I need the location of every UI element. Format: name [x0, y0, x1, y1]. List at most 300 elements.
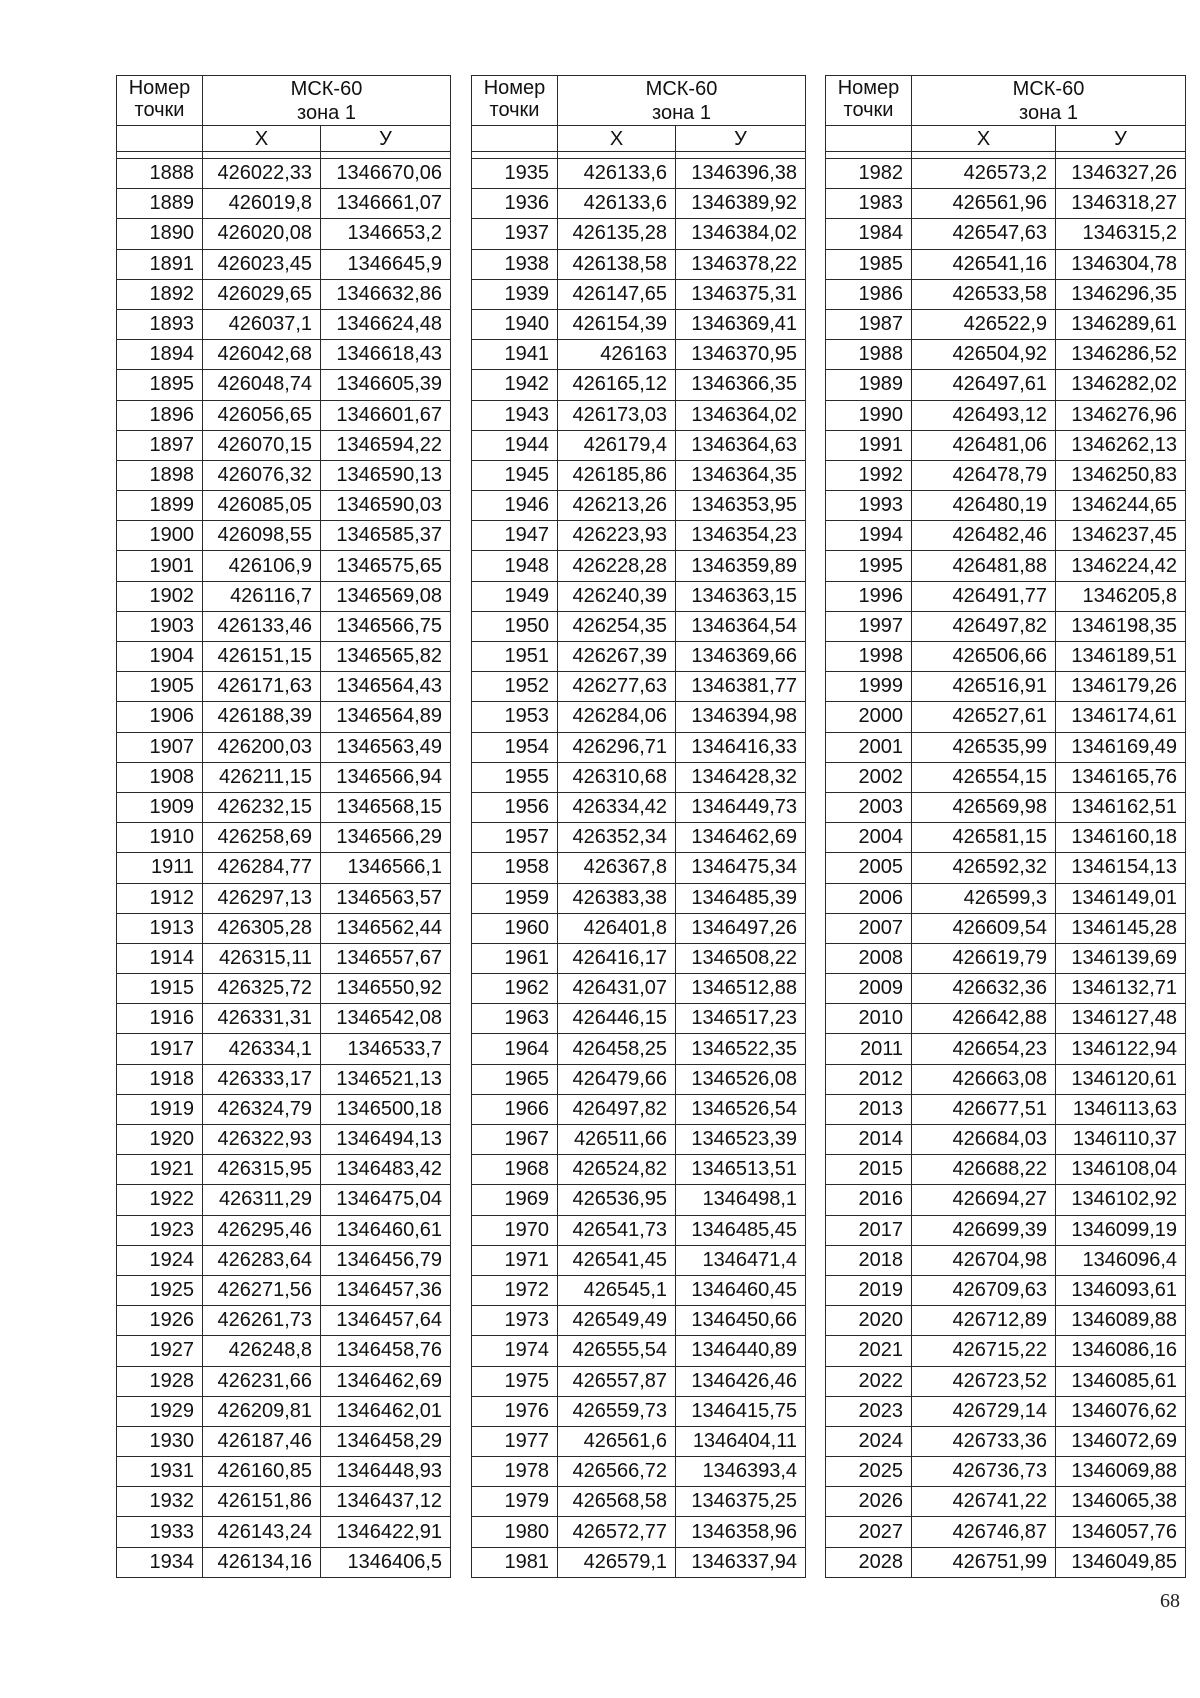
y-coordinate-cell: 1346562,44	[321, 913, 451, 943]
y-coordinate-cell: 1346522,35	[676, 1034, 806, 1064]
point-number-cell: 1982	[826, 159, 912, 189]
x-coordinate-cell: 426296,71	[558, 732, 676, 762]
x-coordinate-cell: 426022,33	[203, 159, 321, 189]
point-number-cell: 2005	[826, 853, 912, 883]
x-coordinate-cell: 426599,3	[912, 883, 1056, 913]
point-number-cell: 1912	[117, 883, 203, 913]
point-number-cell: 1940	[472, 309, 558, 339]
x-coordinate-cell: 426163	[558, 340, 676, 370]
coordinate-system-header: МСК-60	[203, 76, 451, 102]
point-number-cell: 1914	[117, 943, 203, 973]
x-coordinate-cell: 426458,25	[558, 1034, 676, 1064]
y-coordinate-cell: 1346517,23	[676, 1004, 806, 1034]
table-row	[117, 159, 451, 189]
point-number-cell: 1906	[117, 702, 203, 732]
x-coordinate-cell: 426416,17	[558, 943, 676, 973]
table-row	[826, 943, 1186, 973]
table-row	[117, 1155, 451, 1185]
table-row	[117, 1426, 451, 1456]
y-coordinate-cell: 1346457,64	[321, 1306, 451, 1336]
y-coordinate-cell: 1346563,49	[321, 732, 451, 762]
y-coordinate-cell: 1346594,22	[321, 430, 451, 460]
x-column-header: Х	[912, 126, 1056, 152]
x-coordinate-cell: 426554,15	[912, 762, 1056, 792]
table-row	[117, 1487, 451, 1517]
table-row	[472, 279, 806, 309]
y-coordinate-cell: 1346189,51	[1056, 642, 1186, 672]
table-row	[826, 762, 1186, 792]
y-coordinate-cell: 1346406,5	[321, 1547, 451, 1577]
y-coordinate-cell: 1346460,45	[676, 1275, 806, 1305]
point-number-cell: 1991	[826, 430, 912, 460]
point-number-cell: 2003	[826, 792, 912, 822]
point-number-cell: 1901	[117, 551, 203, 581]
point-number-cell: 2009	[826, 974, 912, 1004]
point-number-cell: 1900	[117, 521, 203, 551]
table-row	[117, 1125, 451, 1155]
point-number-cell: 1962	[472, 974, 558, 1004]
zone-header: зона 1	[558, 101, 806, 126]
x-coordinate-cell: 426592,32	[912, 853, 1056, 883]
point-number-cell: 1966	[472, 1094, 558, 1124]
table-row	[826, 1396, 1186, 1426]
y-coordinate-cell: 1346162,51	[1056, 792, 1186, 822]
table-row	[472, 1094, 806, 1124]
x-coordinate-cell: 426135,28	[558, 219, 676, 249]
x-coordinate-cell: 426566,72	[558, 1457, 676, 1487]
y-coordinate-cell: 1346485,45	[676, 1215, 806, 1245]
table-row	[472, 1034, 806, 1064]
table-row	[826, 159, 1186, 189]
point-number-cell: 1907	[117, 732, 203, 762]
x-coordinate-cell: 426240,39	[558, 581, 676, 611]
point-number-cell: 1927	[117, 1336, 203, 1366]
y-coordinate-cell: 1346093,61	[1056, 1275, 1186, 1305]
y-coordinate-cell: 1346369,41	[676, 309, 806, 339]
y-coordinate-cell: 1346364,54	[676, 611, 806, 641]
y-coordinate-cell: 1346276,96	[1056, 400, 1186, 430]
x-coordinate-cell: 426185,86	[558, 460, 676, 490]
y-coordinate-cell: 1346450,66	[676, 1306, 806, 1336]
x-coordinate-cell: 426541,45	[558, 1245, 676, 1275]
x-coordinate-cell: 426147,65	[558, 279, 676, 309]
x-coordinate-cell: 426504,92	[912, 340, 1056, 370]
table-row	[117, 762, 451, 792]
y-coordinate-cell: 1346485,39	[676, 883, 806, 913]
y-coordinate-cell: 1346462,01	[321, 1396, 451, 1426]
y-coordinate-cell: 1346457,36	[321, 1275, 451, 1305]
x-coordinate-cell: 426223,93	[558, 521, 676, 551]
point-number-cell: 1961	[472, 943, 558, 973]
point-number-cell: 1968	[472, 1155, 558, 1185]
y-coordinate-cell: 1346364,35	[676, 460, 806, 490]
x-coordinate-cell: 426042,68	[203, 340, 321, 370]
x-coordinate-cell: 426085,05	[203, 491, 321, 521]
y-coordinate-cell: 1346244,65	[1056, 491, 1186, 521]
y-coordinate-cell: 1346566,1	[321, 853, 451, 883]
y-coordinate-cell: 1346494,13	[321, 1125, 451, 1155]
point-number-cell: 1956	[472, 792, 558, 822]
table-row	[117, 611, 451, 641]
point-number-cell: 2012	[826, 1064, 912, 1094]
table-row	[117, 581, 451, 611]
table-row	[826, 1064, 1186, 1094]
x-coordinate-cell: 426138,58	[558, 249, 676, 279]
y-coordinate-cell: 1346049,85	[1056, 1547, 1186, 1577]
table-row	[826, 521, 1186, 551]
table-row	[826, 672, 1186, 702]
point-number-cell: 1903	[117, 611, 203, 641]
x-coordinate-cell: 426151,15	[203, 642, 321, 672]
table-row	[117, 551, 451, 581]
y-coordinate-cell: 1346564,89	[321, 702, 451, 732]
point-number-cell: 1890	[117, 219, 203, 249]
x-coordinate-cell: 426446,15	[558, 1004, 676, 1034]
table-row	[117, 732, 451, 762]
table-row	[472, 1245, 806, 1275]
x-coordinate-cell: 426324,79	[203, 1094, 321, 1124]
x-coordinate-cell: 426557,87	[558, 1366, 676, 1396]
x-coordinate-cell: 426173,03	[558, 400, 676, 430]
point-number-cell: 2016	[826, 1185, 912, 1215]
x-coordinate-cell: 426254,35	[558, 611, 676, 641]
table-row	[472, 1336, 806, 1366]
table-row	[472, 1366, 806, 1396]
point-number-cell: 1986	[826, 279, 912, 309]
point-number-cell: 1983	[826, 189, 912, 219]
x-coordinate-cell: 426568,58	[558, 1487, 676, 1517]
y-coordinate-cell: 1346416,33	[676, 732, 806, 762]
x-coordinate-cell: 426545,1	[558, 1275, 676, 1305]
x-coordinate-cell: 426609,54	[912, 913, 1056, 943]
point-number-cell: 1929	[117, 1396, 203, 1426]
point-number-cell: 1928	[117, 1366, 203, 1396]
point-number-cell: 1896	[117, 400, 203, 430]
x-coordinate-cell: 426527,61	[912, 702, 1056, 732]
table-row	[472, 491, 806, 521]
table-row	[826, 1306, 1186, 1336]
y-coordinate-cell: 1346645,9	[321, 249, 451, 279]
x-coordinate-cell: 426481,06	[912, 430, 1056, 460]
x-coordinate-cell: 426133,6	[558, 189, 676, 219]
x-coordinate-cell: 426549,49	[558, 1306, 676, 1336]
point-number-cell: 1939	[472, 279, 558, 309]
table-row	[117, 370, 451, 400]
table-row	[826, 1517, 1186, 1547]
x-coordinate-cell: 426516,91	[912, 672, 1056, 702]
zone-header: зона 1	[912, 101, 1186, 126]
x-coordinate-cell: 426712,89	[912, 1306, 1056, 1336]
x-coordinate-cell: 426401,8	[558, 913, 676, 943]
table-row	[472, 1275, 806, 1305]
y-coordinate-cell: 1346289,61	[1056, 309, 1186, 339]
x-coordinate-cell: 426143,24	[203, 1517, 321, 1547]
x-coordinate-cell: 426497,61	[912, 370, 1056, 400]
x-coordinate-cell: 426497,82	[558, 1094, 676, 1124]
y-coordinate-cell: 1346575,65	[321, 551, 451, 581]
point-number-cell: 1988	[826, 340, 912, 370]
x-coordinate-cell: 426023,45	[203, 249, 321, 279]
point-number-cell: 1908	[117, 762, 203, 792]
x-coordinate-cell: 426284,77	[203, 853, 321, 883]
y-coordinate-cell: 1346440,89	[676, 1336, 806, 1366]
table-row	[117, 1366, 451, 1396]
table-row	[826, 1487, 1186, 1517]
coordinate-system-header: МСК-60	[558, 76, 806, 102]
y-coordinate-cell: 1346165,76	[1056, 762, 1186, 792]
point-number-cell: 1971	[472, 1245, 558, 1275]
y-coordinate-cell: 1346113,63	[1056, 1094, 1186, 1124]
point-number-cell: 1943	[472, 400, 558, 430]
x-coordinate-cell: 426497,82	[912, 611, 1056, 641]
point-number-cell: 1989	[826, 370, 912, 400]
table-row	[117, 1517, 451, 1547]
point-number-cell: 2007	[826, 913, 912, 943]
y-coordinate-cell: 1346364,02	[676, 400, 806, 430]
point-number-cell: 2008	[826, 943, 912, 973]
table-row	[826, 1366, 1186, 1396]
table-row	[117, 853, 451, 883]
table-row	[472, 400, 806, 430]
y-coordinate-cell: 1346237,45	[1056, 521, 1186, 551]
blank-header-cell	[117, 126, 203, 152]
y-coordinate-cell: 1346533,7	[321, 1034, 451, 1064]
table-row	[117, 672, 451, 702]
x-coordinate-cell: 426310,68	[558, 762, 676, 792]
table-row	[472, 1517, 806, 1547]
table-row	[472, 732, 806, 762]
y-coordinate-cell: 1346224,42	[1056, 551, 1186, 581]
table-row	[117, 1004, 451, 1034]
table-row	[472, 1547, 806, 1577]
table-row	[472, 1064, 806, 1094]
point-number-cell: 2014	[826, 1125, 912, 1155]
y-coordinate-cell: 1346462,69	[676, 823, 806, 853]
point-number-cell: 1954	[472, 732, 558, 762]
point-number-header: Номер точки	[117, 76, 203, 126]
table-row	[472, 611, 806, 641]
table-row	[117, 249, 451, 279]
point-number-cell: 2026	[826, 1487, 912, 1517]
point-number-cell: 1993	[826, 491, 912, 521]
table-row	[117, 1547, 451, 1577]
point-number-cell: 2017	[826, 1215, 912, 1245]
point-number-cell: 2011	[826, 1034, 912, 1064]
coordinate-system-header: МСК-60	[912, 76, 1186, 102]
y-coordinate-cell: 1346110,37	[1056, 1125, 1186, 1155]
x-coordinate-cell: 426333,17	[203, 1064, 321, 1094]
x-coordinate-cell: 426271,56	[203, 1275, 321, 1305]
x-coordinate-cell: 426555,54	[558, 1336, 676, 1366]
table-row	[472, 642, 806, 672]
y-coordinate-cell: 1346366,35	[676, 370, 806, 400]
y-coordinate-cell: 1346127,48	[1056, 1004, 1186, 1034]
x-coordinate-cell: 426491,77	[912, 581, 1056, 611]
table-row	[826, 1155, 1186, 1185]
table-row	[117, 1396, 451, 1426]
y-coordinate-cell: 1346102,92	[1056, 1185, 1186, 1215]
point-number-cell: 1952	[472, 672, 558, 702]
y-coordinate-cell: 1346624,48	[321, 309, 451, 339]
point-number-cell: 1984	[826, 219, 912, 249]
point-number-cell: 2015	[826, 1155, 912, 1185]
y-coordinate-cell: 1346145,28	[1056, 913, 1186, 943]
x-coordinate-cell: 426188,39	[203, 702, 321, 732]
point-number-cell: 1935	[472, 159, 558, 189]
x-coordinate-cell: 426151,86	[203, 1487, 321, 1517]
point-number-cell: 1977	[472, 1426, 558, 1456]
table-row	[472, 249, 806, 279]
x-coordinate-cell: 426533,58	[912, 279, 1056, 309]
point-number-cell: 1917	[117, 1034, 203, 1064]
coordinates-table-2	[471, 75, 806, 1578]
x-coordinate-cell: 426098,55	[203, 521, 321, 551]
x-coordinate-cell: 426325,72	[203, 974, 321, 1004]
table-row	[826, 491, 1186, 521]
table-row	[472, 1004, 806, 1034]
y-coordinate-cell: 1346057,76	[1056, 1517, 1186, 1547]
x-coordinate-cell: 426581,15	[912, 823, 1056, 853]
point-number-cell: 1999	[826, 672, 912, 702]
table-row	[117, 943, 451, 973]
blank-header-cell	[826, 126, 912, 152]
x-coordinate-cell: 426228,28	[558, 551, 676, 581]
x-coordinate-cell: 426572,77	[558, 1517, 676, 1547]
point-number-cell: 1931	[117, 1457, 203, 1487]
x-coordinate-cell: 426541,16	[912, 249, 1056, 279]
point-number-cell: 1904	[117, 642, 203, 672]
point-number-cell: 1919	[117, 1094, 203, 1124]
point-number-cell: 1923	[117, 1215, 203, 1245]
table-row	[826, 974, 1186, 1004]
y-coordinate-cell: 1346458,29	[321, 1426, 451, 1456]
y-coordinate-cell: 1346072,69	[1056, 1426, 1186, 1456]
x-coordinate-cell: 426213,26	[558, 491, 676, 521]
y-coordinate-cell: 1346404,11	[676, 1426, 806, 1456]
x-coordinate-cell: 426187,46	[203, 1426, 321, 1456]
point-number-cell: 1936	[472, 189, 558, 219]
point-number-cell: 2024	[826, 1426, 912, 1456]
table-row	[826, 883, 1186, 913]
y-coordinate-cell: 1346378,22	[676, 249, 806, 279]
y-coordinate-cell: 1346354,23	[676, 521, 806, 551]
x-coordinate-cell: 426688,22	[912, 1155, 1056, 1185]
point-number-cell: 1967	[472, 1125, 558, 1155]
x-coordinate-cell: 426522,9	[912, 309, 1056, 339]
x-coordinate-cell: 426642,88	[912, 1004, 1056, 1034]
y-coordinate-cell: 1346286,52	[1056, 340, 1186, 370]
x-coordinate-cell: 426573,2	[912, 159, 1056, 189]
x-coordinate-cell: 426020,08	[203, 219, 321, 249]
y-coordinate-cell: 1346389,92	[676, 189, 806, 219]
point-number-cell: 1958	[472, 853, 558, 883]
y-coordinate-cell: 1346375,31	[676, 279, 806, 309]
point-number-cell: 2027	[826, 1517, 912, 1547]
point-number-cell: 1910	[117, 823, 203, 853]
point-number-cell: 1960	[472, 913, 558, 943]
y-coordinate-cell: 1346086,16	[1056, 1336, 1186, 1366]
y-coordinate-cell: 1346250,83	[1056, 460, 1186, 490]
x-coordinate-cell: 426315,11	[203, 943, 321, 973]
table-row	[117, 460, 451, 490]
point-number-cell: 2006	[826, 883, 912, 913]
point-number-cell: 1972	[472, 1275, 558, 1305]
table-row	[826, 1457, 1186, 1487]
table-row	[826, 1004, 1186, 1034]
y-coordinate-cell: 1346363,15	[676, 581, 806, 611]
x-coordinate-cell: 426029,65	[203, 279, 321, 309]
y-coordinate-cell: 1346370,95	[676, 340, 806, 370]
table-row	[117, 702, 451, 732]
point-number-cell: 1937	[472, 219, 558, 249]
point-number-cell: 1922	[117, 1185, 203, 1215]
y-coordinate-cell: 1346120,61	[1056, 1064, 1186, 1094]
point-number-cell: 1945	[472, 460, 558, 490]
table-row	[826, 823, 1186, 853]
point-number-cell: 1888	[117, 159, 203, 189]
point-number-cell: 1964	[472, 1034, 558, 1064]
table-row	[826, 1245, 1186, 1275]
y-coordinate-cell: 1346569,08	[321, 581, 451, 611]
x-coordinate-cell: 426709,63	[912, 1275, 1056, 1305]
y-coordinate-cell: 1346512,88	[676, 974, 806, 1004]
y-coordinate-cell: 1346160,18	[1056, 823, 1186, 853]
x-coordinate-cell: 426297,13	[203, 883, 321, 913]
x-coordinate-cell: 426535,99	[912, 732, 1056, 762]
table-row	[117, 1336, 451, 1366]
table-row	[826, 732, 1186, 762]
point-number-cell: 1921	[117, 1155, 203, 1185]
x-column-header: Х	[203, 126, 321, 152]
point-number-cell: 1997	[826, 611, 912, 641]
point-number-cell: 1898	[117, 460, 203, 490]
x-coordinate-cell: 426715,22	[912, 1336, 1056, 1366]
table-row	[826, 1336, 1186, 1366]
y-coordinate-cell: 1346458,76	[321, 1336, 451, 1366]
x-coordinate-cell: 426723,52	[912, 1366, 1056, 1396]
y-coordinate-cell: 1346132,71	[1056, 974, 1186, 1004]
x-coordinate-cell: 426541,73	[558, 1215, 676, 1245]
point-number-cell: 1978	[472, 1457, 558, 1487]
point-number-cell: 1946	[472, 491, 558, 521]
table-row	[117, 642, 451, 672]
y-coordinate-cell: 1346318,27	[1056, 189, 1186, 219]
point-number-cell: 1944	[472, 430, 558, 460]
table-row	[826, 913, 1186, 943]
table-row	[117, 279, 451, 309]
x-coordinate-cell: 426331,31	[203, 1004, 321, 1034]
point-number-cell: 1970	[472, 1215, 558, 1245]
table-row	[117, 1185, 451, 1215]
y-coordinate-cell: 1346456,79	[321, 1245, 451, 1275]
table-row	[826, 309, 1186, 339]
y-coordinate-cell: 1346375,25	[676, 1487, 806, 1517]
x-coordinate-cell: 426482,46	[912, 521, 1056, 551]
x-coordinate-cell: 426211,15	[203, 762, 321, 792]
x-coordinate-cell: 426524,82	[558, 1155, 676, 1185]
y-coordinate-cell: 1346653,2	[321, 219, 451, 249]
table-row	[826, 189, 1186, 219]
table-row	[472, 974, 806, 1004]
x-coordinate-cell: 426295,46	[203, 1215, 321, 1245]
x-coordinate-cell: 426741,22	[912, 1487, 1056, 1517]
x-coordinate-cell: 426133,46	[203, 611, 321, 641]
y-column-header: У	[1056, 126, 1186, 152]
table-row	[826, 1034, 1186, 1064]
x-coordinate-cell: 426334,42	[558, 792, 676, 822]
table-row	[117, 1094, 451, 1124]
y-coordinate-cell: 1346523,39	[676, 1125, 806, 1155]
